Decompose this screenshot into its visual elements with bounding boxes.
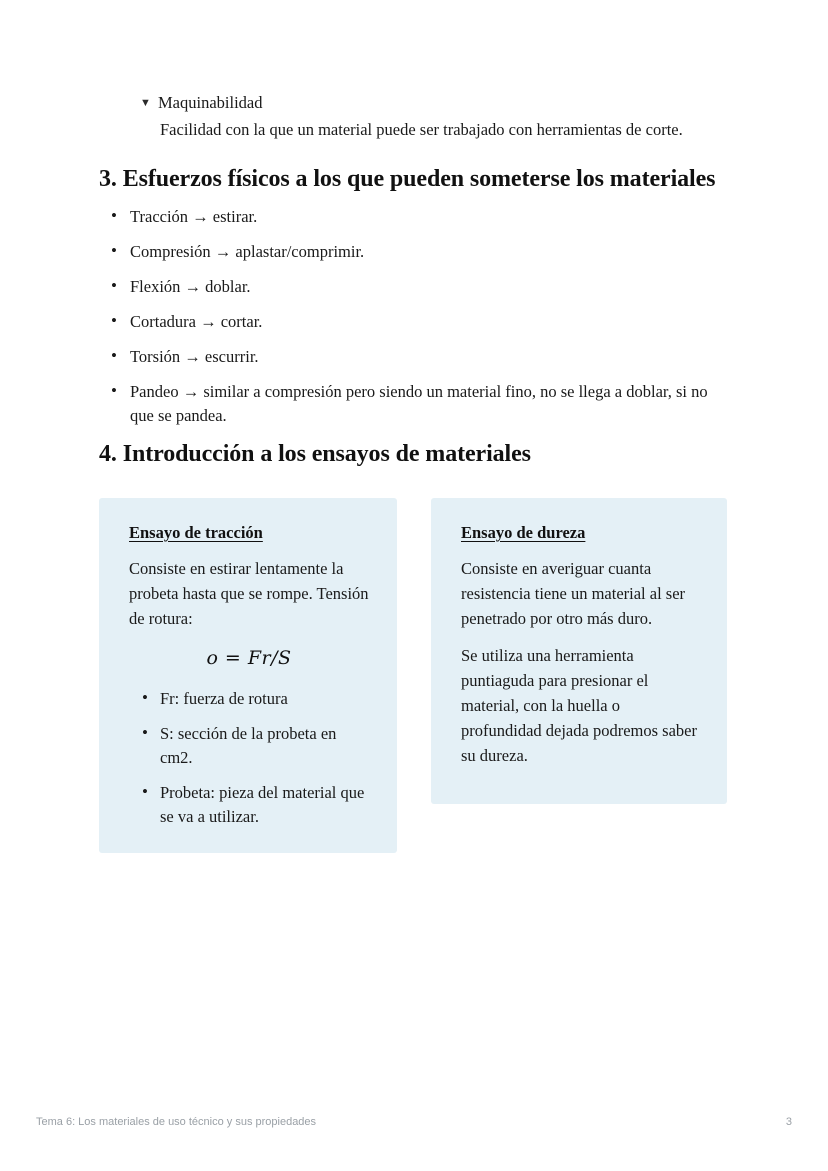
chevron-down-icon[interactable]: ▼ xyxy=(140,97,151,109)
list-item: • Fr: fuerza de rotura xyxy=(129,687,369,711)
list-item: • Compresión → aplastar/comprimir. xyxy=(99,240,729,264)
list-item: • Torsión → escurrir. xyxy=(99,345,729,369)
callout-ensayo-de-traccion xyxy=(99,498,397,853)
list-item: • Cortadura → cortar. xyxy=(99,310,729,334)
callout-list xyxy=(129,687,369,829)
footer-page-number: 3 xyxy=(785,1116,792,1128)
callout-paragraph: Consiste en estirar lentamente la probeta hasta que se rompe. Tensión de rotura: xyxy=(129,559,369,628)
toggle-body-text: Facilidad con la que un material puede ser trabajado con herramientas de corte. xyxy=(160,120,683,139)
toggle-title: Maquinabilidad xyxy=(158,93,263,112)
heading-section-4: 4. Introducción a los ensayos de materiales xyxy=(99,441,531,467)
callout-paragraph: Consiste en averiguar cuanta resistencia tiene un material al ser penetrado por otro más duro. xyxy=(461,559,686,628)
formula-tension-rotura: o = Fr/S xyxy=(206,647,292,669)
page-content xyxy=(99,92,729,853)
toggle-block-maquinabilidad[interactable] xyxy=(140,92,729,114)
list-item: • S: sección de la probeta en cm2. xyxy=(129,722,369,770)
heading-section-3: 3. Esfuerzos físicos a los que pueden someterse los materiales xyxy=(99,166,716,192)
callout-title: Ensayo de dureza xyxy=(461,523,586,542)
page-footer xyxy=(36,1116,792,1128)
footer-title: Tema 6: Los materiales de uso técnico y sus propiedades xyxy=(36,1116,317,1128)
list-item: • Pandeo → similar a compresión pero siendo un material fino, no se llega a doblar, si no que se pandea. xyxy=(99,380,729,428)
callout-paragraph: Se utiliza una herramienta puntiaguda para presionar el material, con la huella o profundidad dejada podremos saber su dureza. xyxy=(461,646,697,765)
callout-title: Ensayo de tracción xyxy=(129,523,263,542)
callout-ensayo-de-dureza xyxy=(431,498,727,804)
list-item: • Flexión → doblar. xyxy=(99,275,729,299)
list-item: • Tracción → estirar. xyxy=(99,205,729,229)
list-item: • Probeta: pieza del material que se va a utilizar. xyxy=(129,781,369,829)
callout-columns xyxy=(99,498,729,853)
efforts-list xyxy=(99,205,729,428)
